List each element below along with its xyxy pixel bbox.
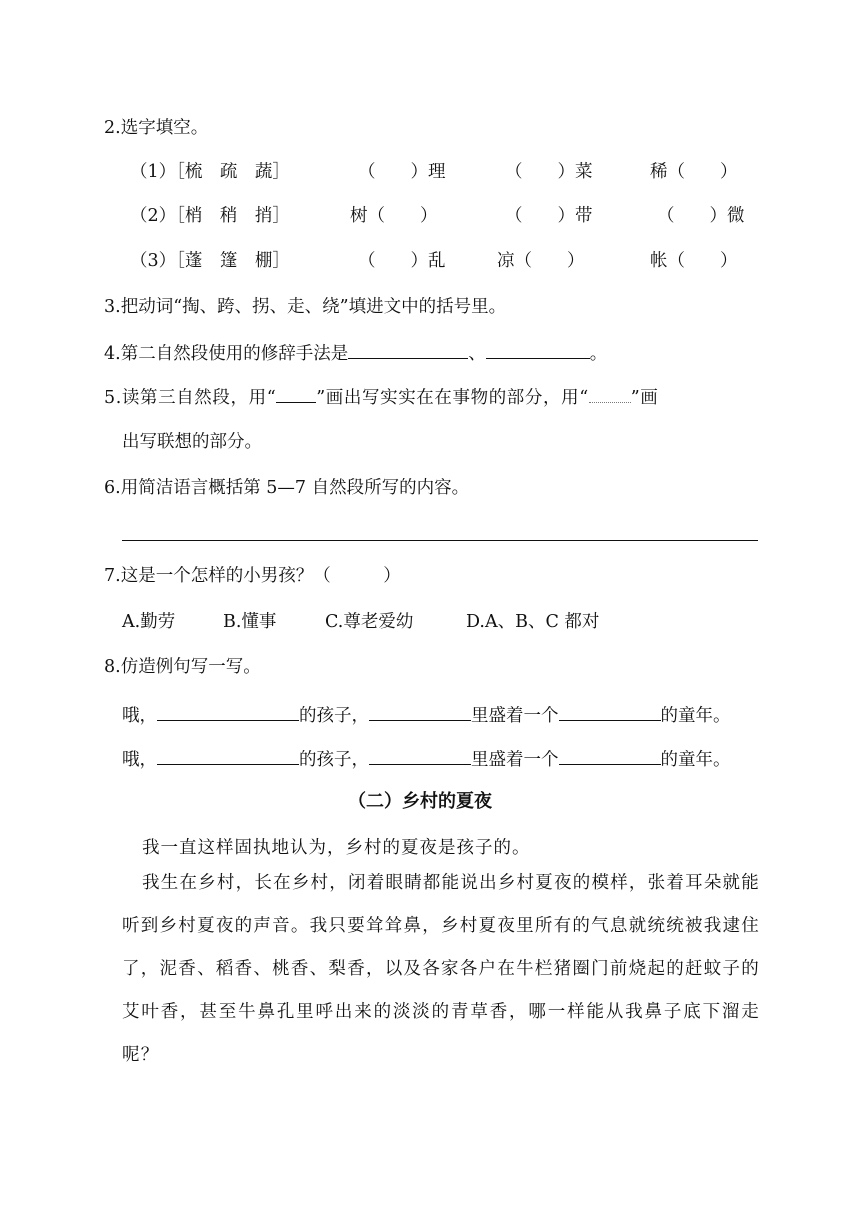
q8-blank-1[interactable] bbox=[157, 702, 299, 721]
question-8-title: 8.仿造例句写一写。 bbox=[104, 657, 261, 677]
answer-line[interactable] bbox=[122, 540, 758, 541]
q2-row-1-label: （1）［梳 疏 蔬］ bbox=[130, 162, 290, 182]
question-5-line-1 bbox=[104, 384, 658, 410]
q2-row-1-blank-2: （ ）菜 bbox=[505, 162, 593, 182]
q7-option-a[interactable]: A.勤劳 bbox=[122, 612, 176, 632]
q5-text-b: ”画出写实实在在事物的部分，用“ bbox=[316, 388, 589, 408]
q2-row-2-blank-1: 树（ ） bbox=[350, 206, 438, 226]
q8-oh: 哦， bbox=[122, 706, 157, 726]
q2-row-3-blank-3: 帐（ ） bbox=[650, 251, 738, 271]
q5-text-a: 5.读第三自然段，用“ bbox=[104, 388, 277, 408]
q8-blank-1[interactable] bbox=[157, 746, 299, 765]
question-4-text: 4.第二自然段使用的修辞手法是 bbox=[104, 344, 349, 364]
question-3: 3.把动词“掏、跨、拐、走、绕”填进文中的括号里。 bbox=[104, 297, 507, 317]
q7-option-d[interactable]: D.A、B、C 都对 bbox=[466, 612, 600, 632]
q7-option-c[interactable]: C.尊老爱幼 bbox=[325, 612, 414, 632]
q2-row-2-label: （2）［梢 稍 捎］ bbox=[130, 206, 290, 226]
period: 。 bbox=[589, 344, 608, 364]
q7-option-b[interactable]: B.懂事 bbox=[223, 612, 277, 632]
q8-child: 的孩子， bbox=[299, 750, 369, 770]
q8-blank-2[interactable] bbox=[369, 702, 471, 721]
q8-oh: 哦， bbox=[122, 750, 157, 770]
separator: 、 bbox=[468, 344, 486, 364]
answer-blank-1[interactable] bbox=[348, 340, 468, 359]
q8-childhood: 的童年。 bbox=[660, 750, 731, 770]
q2-row-2-blank-3: （ ）微 bbox=[657, 206, 745, 226]
question-7: 7.这是一个怎样的小男孩？（ ） bbox=[104, 566, 401, 586]
q8-line-1 bbox=[122, 702, 731, 728]
q8-holds: 里盛着一个 bbox=[471, 706, 559, 726]
q8-holds: 里盛着一个 bbox=[471, 750, 559, 770]
wavy-line-sample bbox=[589, 384, 631, 403]
q2-row-3-blank-1: （ ）乱 bbox=[358, 251, 446, 271]
q2-row-3-blank-2: 凉（ ） bbox=[497, 251, 585, 271]
passage-paragraph-2: 我生在乡村，长在乡村，闭着眼睛都能说出乡村夏夜的模样，张着耳朵就能听到乡村夏夜的声音。我只要耸耸鼻，乡村夏夜里所有的气息就统统被我逮住了，泥香、稻香、桃香、梨香，以及各家各户在牛栏猪圈门前烧起的赶蚊子的艾叶香，甚至牛鼻孔里呼出来的淡淡的青草香，哪一样能从我鼻子底下溜走呢？ bbox=[122, 873, 760, 1065]
question-4 bbox=[104, 340, 607, 366]
answer-blank-2[interactable] bbox=[486, 340, 590, 359]
q8-child: 的孩子， bbox=[299, 706, 369, 726]
q2-row-3-label: （3）［蓬 篷 棚］ bbox=[130, 251, 290, 271]
question-2-title: 2.选字填空。 bbox=[104, 118, 209, 138]
q8-childhood: 的童年。 bbox=[660, 706, 731, 726]
q2-row-1-blank-1: （ ）理 bbox=[358, 162, 446, 182]
passage-paragraph-1: 我一直这样固执地认为，乡村的夏夜是孩子的。 bbox=[142, 838, 531, 858]
q2-row-1-blank-3: 稀（ ） bbox=[650, 162, 738, 182]
question-6: 6.用简洁语言概括第 5—7 自然段所写的内容。 bbox=[104, 478, 470, 498]
straight-line-sample bbox=[276, 384, 316, 403]
q8-blank-3[interactable] bbox=[559, 702, 661, 721]
q2-row-2-blank-2: （ ）带 bbox=[505, 206, 593, 226]
q8-line-2 bbox=[122, 746, 731, 772]
passage-title: （二）乡村的夏夜 bbox=[348, 791, 492, 812]
q8-blank-3[interactable] bbox=[559, 746, 661, 765]
q8-blank-2[interactable] bbox=[369, 746, 471, 765]
question-5-line-2: 出写联想的部分。 bbox=[122, 432, 262, 452]
q5-text-c: ”画 bbox=[630, 388, 659, 408]
